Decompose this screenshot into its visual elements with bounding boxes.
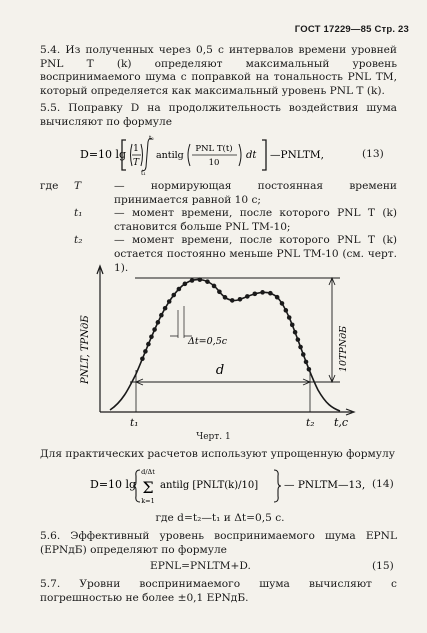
formula-14-body: antilg [PNLT(k)/10] bbox=[160, 480, 259, 491]
sample-dot bbox=[140, 356, 145, 361]
definition-text: — момент времени, после которого PNL T (k) остается постоянно меньше PNL TM-10 (см. черт. 1). bbox=[114, 234, 397, 274]
sample-dot bbox=[298, 345, 303, 350]
paragraph-5-5: 5.5. Поправку D на продолжительность воздействия шума вычисляют по формуле bbox=[40, 102, 397, 128]
page-header bbox=[295, 24, 409, 35]
sample-dot bbox=[146, 342, 151, 347]
sample-dot bbox=[167, 299, 172, 304]
formula-14-lhs: D=10 lg bbox=[90, 478, 137, 491]
x-axis-label: t,c bbox=[334, 416, 349, 429]
sample-dot bbox=[238, 297, 243, 302]
sample-dot bbox=[245, 294, 250, 299]
sample-dot bbox=[152, 327, 157, 332]
sample-dot bbox=[223, 295, 228, 300]
formula-13-lhs: D=10 lg bbox=[80, 148, 127, 161]
formula-13-rhs: —PNLTM, bbox=[270, 149, 324, 161]
sample-dot bbox=[156, 320, 161, 325]
paragraph-5-4: 5.4. Из полученных через 0,5 с интервалов времени уровней PNL T (k) определяют максимальный уровень воспринимаемого шума с поправкой на тональность PNL TM, который определяется как максимальный уровень PNL T (k). bbox=[40, 44, 397, 97]
formula-13-frac1-num: 1 bbox=[133, 144, 139, 154]
sample-dots bbox=[140, 277, 311, 371]
sample-dot bbox=[293, 330, 298, 335]
definition-text: — нормирующая постоянная времени принимается равной 10 с; bbox=[114, 180, 397, 206]
sample-dot bbox=[284, 308, 289, 313]
definition-text: — момент времени, после которого PNL T (k) становится больше PNL TM-10; bbox=[114, 207, 397, 233]
paragraph-5-6: 5.6. Эффективный уровень воспринимаемого шума EPNL (EPNдБ) определяют по формуле bbox=[40, 530, 397, 556]
integral-sign bbox=[142, 138, 152, 170]
paragraph-practical: Для практических расчетов используют упрощенную формулу bbox=[40, 448, 395, 460]
sample-dot bbox=[296, 337, 301, 342]
ten-db-label: 10TPNдБ bbox=[338, 325, 349, 372]
sample-dot bbox=[307, 367, 312, 372]
sample-dot bbox=[163, 306, 168, 311]
definition-symbol: T bbox=[74, 180, 82, 192]
formula-13-dt: dt bbox=[246, 150, 257, 161]
formula-13-frac2-num: PNL T(t) bbox=[195, 144, 233, 154]
delta-t-label: Δt=0,5c bbox=[188, 336, 228, 347]
sample-dot bbox=[217, 289, 222, 294]
d-label: d bbox=[215, 363, 225, 378]
formula-14-rhs: — PNLTM—13, bbox=[284, 479, 366, 491]
sample-dot bbox=[268, 291, 273, 296]
standard-number: ГОСТ 17229—85 bbox=[294, 24, 372, 35]
formula-14-sum-lower: k=1 bbox=[141, 497, 155, 505]
formula-13-frac1-den: T bbox=[132, 158, 140, 168]
sample-dot bbox=[304, 360, 309, 365]
equation-number-14: (14) bbox=[372, 478, 394, 490]
sample-dot bbox=[171, 293, 176, 298]
t1-tick-label: t₁ bbox=[130, 417, 139, 429]
sample-dot bbox=[183, 282, 188, 287]
formula-14 bbox=[90, 466, 390, 506]
formula-14-sum-upper: d/Δt bbox=[141, 468, 155, 476]
sample-dot bbox=[230, 298, 235, 303]
definition-symbol: t₂ bbox=[74, 234, 83, 247]
sample-dot bbox=[159, 313, 164, 318]
definitions-block bbox=[40, 180, 397, 275]
sample-dot bbox=[275, 295, 280, 300]
sample-dot bbox=[301, 352, 306, 357]
definition-lead: где bbox=[40, 180, 59, 192]
sample-dot bbox=[212, 284, 217, 289]
sample-dot bbox=[177, 287, 182, 292]
definition-item bbox=[40, 207, 397, 234]
sample-dot bbox=[198, 277, 203, 282]
sample-dot bbox=[149, 335, 154, 340]
equation-number-13: (13) bbox=[362, 148, 384, 160]
formula-13-int-upper: t₂ bbox=[149, 135, 154, 142]
page-number: Стр. 23 bbox=[374, 24, 409, 35]
sample-dot bbox=[290, 323, 295, 328]
sample-dot bbox=[287, 315, 292, 320]
sample-dot bbox=[143, 349, 148, 354]
sum-sign: Σ bbox=[142, 478, 154, 497]
formula-13-int-lower: t₁ bbox=[141, 170, 146, 176]
y-axis-label: PNLT, TPNдБ bbox=[80, 315, 91, 384]
sample-dot bbox=[190, 278, 195, 283]
sample-dot bbox=[260, 290, 265, 295]
paragraph-5-7: 5.7. Уровни воспринимаемого шума вычисляют с погрешностью не более ±0,1 EPNдБ. bbox=[40, 578, 397, 604]
figure-caption: Черт. 1 bbox=[196, 432, 231, 442]
definition-symbol: t₁ bbox=[74, 207, 83, 220]
sample-dot bbox=[253, 292, 258, 297]
noise-level-chart bbox=[70, 262, 370, 430]
t2-tick-label: t₂ bbox=[306, 417, 315, 429]
where-d-line: где d=t₂—t₁ и Δt=0,5 с. bbox=[155, 512, 285, 524]
formula-13-antilg: antilg bbox=[156, 150, 184, 161]
definition-item bbox=[40, 180, 397, 207]
formula-15: EPNL=PNLTM+D. bbox=[150, 560, 251, 572]
sample-dot bbox=[280, 301, 285, 306]
sample-dot bbox=[205, 279, 210, 284]
equation-number-15: (15) bbox=[372, 560, 394, 572]
formula-13-frac2-den: 10 bbox=[208, 158, 220, 168]
formula-13 bbox=[80, 134, 380, 176]
